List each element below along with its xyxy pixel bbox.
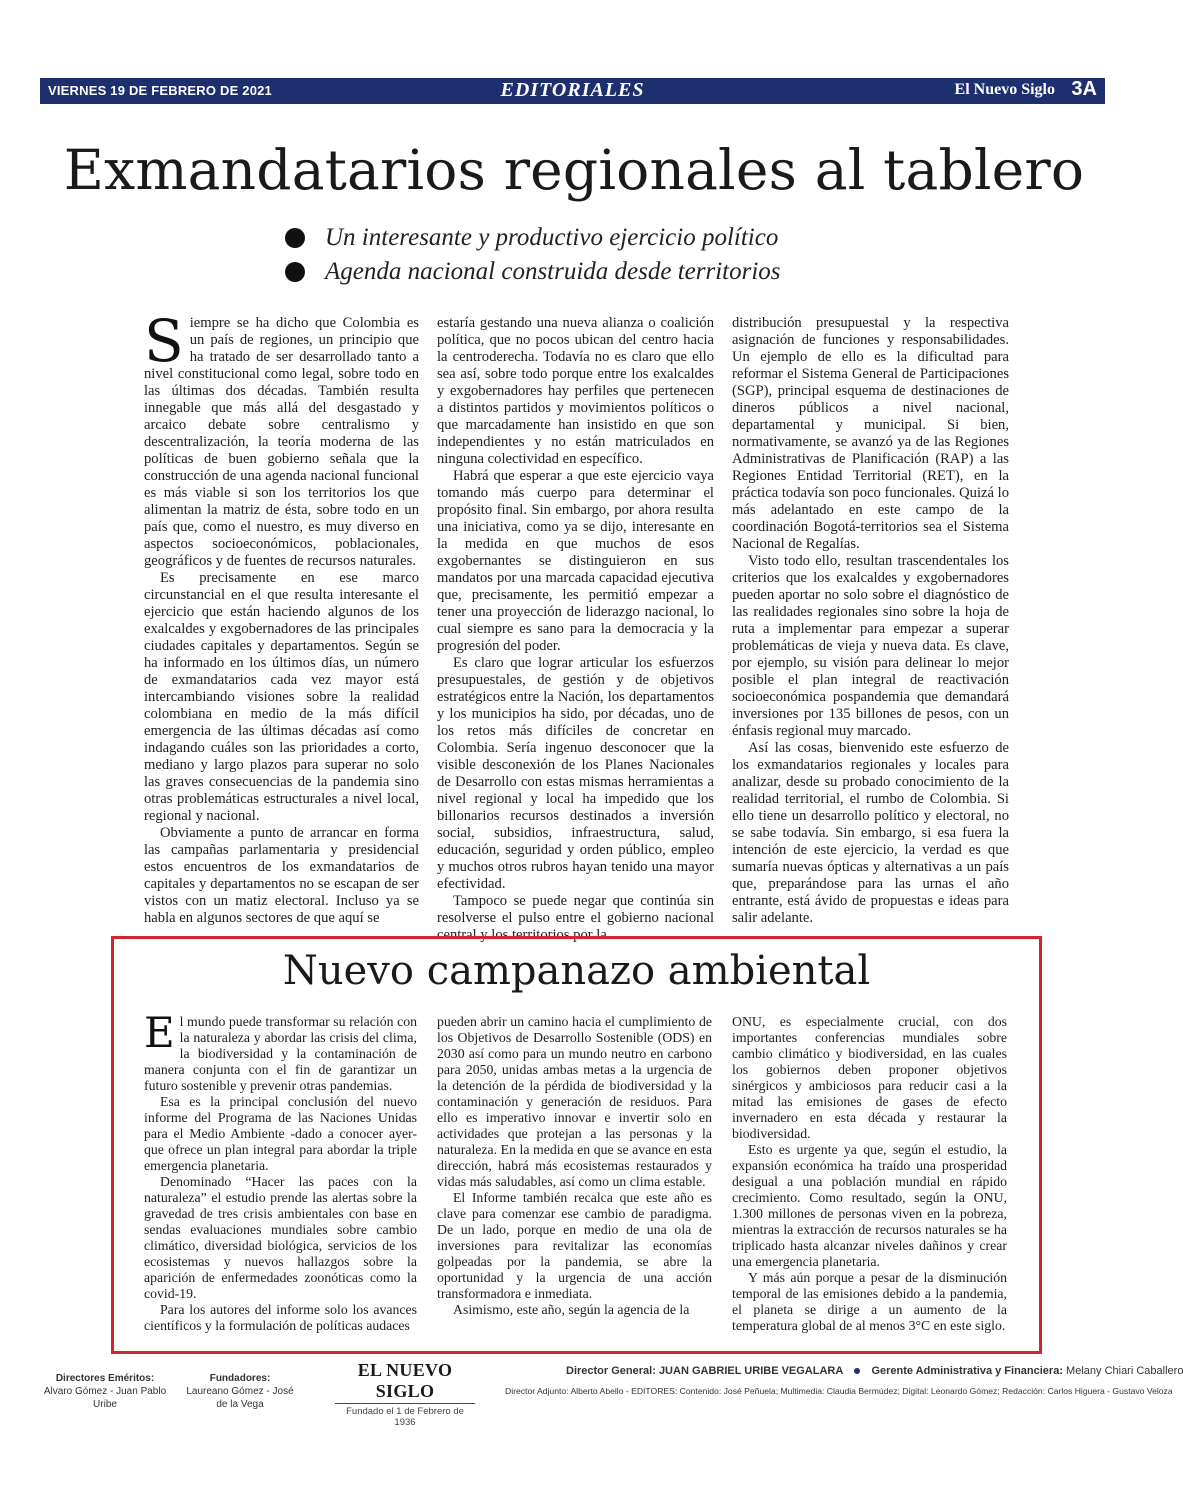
paragraph: ONU, es especialmente crucial, con dos importantes conferencias mundiales sobre cambio climático y biodiversidad, en las cuales los gobiernos deben proponer objetivos sinérgicos y ambiciosos para reducir casi a la mitad las emisiones de gases de efecto invernadero en esta década y restaurar la biodiversidad.: [732, 1014, 1007, 1141]
drop-cap: S: [144, 307, 184, 375]
paragraph: Así las cosas, bienvenido este esfuerzo de los exmandatarios regionales y locales para analizar, desde su probado conocimiento de la realidad territorial, el rumbo de Colombia. Si ello tiene un desarrollo político y electoral, no se sabe todavía. Sin embargo, si esa fuera la intención de este ejercicio, la verdad es que sumaría nuevas ópticas y alternativas a un país que, preparándose para las urnas el año entrante, está ávido de propuestas e ideas para salir adelante.: [732, 740, 1009, 926]
newspaper-brand: El Nuevo Siglo: [954, 81, 1055, 98]
masthead-footer: [0, 1360, 1183, 1428]
separator-dot-icon: [854, 1368, 860, 1374]
newspaper-logo: [335, 1360, 475, 1428]
paragraph: Esto es urgente ya que, según el estudio, la expansión económica ha traído una prosperidad desigual a una población mundial en rápido crecimiento. Como resultado, según la ONU, 1.300 millones de personas viven en la pobreza, mientras la extracción de recursos naturales se ha triplicado hasta alcanzar niveles dañinos y crear una emergencia planetaria.: [732, 1142, 1007, 1269]
subheadline-item: [285, 221, 905, 255]
issue-date: VIERNES 19 DE FEBRERO DE 2021: [48, 83, 272, 98]
bullet-icon: [285, 228, 305, 248]
founders-names: Laureano Gómez - José de la Vega: [186, 1386, 294, 1410]
staff-line-bottom: Director Adjunto: Alberto Abello - EDITORES: Contenido: José Peñuela; Multimedia: Claudia Bermúdez; Digital: Leonardo Gómez; Redacción: Carlos Higuera - Gustavo Veloza: [505, 1386, 1173, 1396]
editorial-headline-2: Nuevo campanazo ambiental: [282, 948, 871, 994]
founded-date: Fundado el 1 de Febrero de 1936: [346, 1406, 464, 1428]
paragraph: Es claro que lograr articular los esfuerzos presupuestales, de gestión y de objetivos estratégicos entre la Nación, los departamentos y los municipios ha sido, por décadas, uno de los retos más difíciles de concretar en Colombia. Sería ingenuo desconocer que la visible desconexión de los Planes Nacionales de Desarrollo con estas mismas herramientas a nivel regional y local ha impedido que los billonarios recursos destinados a inversión social, subsidios, infraestructura, salud, educación, seguridad y orden público, empleo y muchos otros rubros hayan tenido una mayor efectividad.: [437, 655, 714, 892]
paragraph: pueden abrir un camino hacia el cumplimiento de los Objetivos de Desarrollo Sostenible (ODS) en 2030 así como para un mundo neutro en carbono para 2050, unidas ambas metas a la urgencia de la detención de la pérdida de biodiversidad y la contaminación y generación de residuos. Para ello es imperativo innovar e invertir solo en actividades que protejan a las personas y la naturaleza. En la medida en que se avance en esta dirección, habrá más ecosistemas restaurados y vidas más saludables, así como un clima estable.: [437, 1014, 712, 1189]
paragraph: Denominado “Hacer las paces con la naturaleza” el estudio prende las alertas sobre la gravedad de tres crisis ambientales con base en sendas evaluaciones mundiales sobre cambio climático, diversidad biológica, servicios de los ecosistemas y nuevos hallazgos sobre la aparición de enfermedades zoonóticas como la covid-19.: [144, 1174, 417, 1301]
page-header-bar: [40, 78, 1105, 104]
founders-block: [185, 1372, 295, 1411]
editorial2-column-3: [732, 1014, 1007, 1334]
logo-text: EL NUEVO SIGLO: [357, 1360, 453, 1401]
manager-label: Gerente Administrativa y Financiera:: [871, 1365, 1063, 1377]
bullet-icon: [285, 262, 305, 282]
section-title: EDITORIALES: [500, 79, 645, 101]
paragraph: Habrá que esperar a que este ejercicio vaya tomando más cuerpo para determinar el propósito final. Sin embargo, por ahora resulta una iniciativa, como ya se dijo, interesante en la medida en que muchos de esos exgobernantes se distinguieron en sus mandatos por una marcada capacidad ejecutiva que, precisamente, les permitió empezar a tener una proyección de liderazgo nacional, lo cual siempre es sano para la democracia y la progresión del poder.: [437, 468, 714, 654]
staff-line-top: [566, 1365, 1183, 1377]
manager-name: Melany Chiari Caballero: [1066, 1365, 1183, 1377]
editorial2-column-2: [437, 1014, 712, 1318]
paragraph: Obviamente a punto de arrancar en forma las campañas parlamentaria y presidencial estos encuentros de los exmandatarios de capitales y departamentos no se escapan de ser vistos con un matiz electoral. Incluso ya se habla en algunos sectores de que aquí se: [144, 825, 419, 926]
paragraph: distribución presupuestal y la respectiva asignación de funciones y responsabilidades. Un ejemplo de ello es la dificultad para reformar el Sistema General de Participaciones (SGP), principal esquema de destinaciones de dineros públicos a nivel nacional, departamental y municipal. Si bien, normativamente, se avanzó ya de las Regiones Administrativas de Planificación (RAP) a las Regiones Entidad Territorial (RET), en la práctica todavía son poco funcionales. Quizá lo más adelantado en este campo de la coordinación Bogotá-territorios sea el Sistema Nacional de Regalías.: [732, 315, 1009, 552]
directors-block: [40, 1372, 170, 1411]
paragraph-text: iempre se ha dicho que Colombia es un país de regiones, un principio que ha tratado de ser desarrollado tanto a nivel constitucional como legal, sobre todo en las últimas dos décadas. También resulta innegable que más allá del desgastado y arcaico debate sobre centralismo y descentralización, la teoría moderna de las políticas de buen gobierno señala que la construcción de una agenda nacional funcional es más viable si son los territorios los que alimentan la matriz de ésta, sobre todo en un país que, como el nuestro, es muy diverso en aspectos socioeconómicos, poblacionales, geográficos y de fuentes de recursos naturales.: [144, 315, 419, 569]
paragraph: [144, 1008, 417, 1094]
logo-divider: [335, 1403, 475, 1404]
page-number: 3A: [1071, 78, 1097, 100]
editorial-column-3: [732, 315, 1009, 927]
paragraph: Es precisamente en ese marco circunstancial en el que resulta interesante el ejercicio que están haciendo algunos de los exalcaldes y exgobernadores de las principales ciudades capitales y departamentos. Según se ha informado en los últimos días, un número de exmandatarios cada vez mayor está intercambiando visiones sobre la realidad colombiana en medio de la más difícil emergencia de las últimas décadas así como indagando cuáles son las prioridades a corto, mediano y largo plazos para superar no solo las graves consecuencias de la pandemia sino otras problemáticas estructurales a nivel local, regional y nacional.: [144, 570, 419, 824]
subheadline-item: [285, 255, 905, 289]
paragraph: Asimismo, este año, según la agencia de la: [453, 1302, 690, 1317]
paragraph: Visto todo ello, resultan trascendentales los criterios que los exalcaldes y exgobernadores pueden aportar no solo sobre el diagnóstico de las realidades regionales sino sobre la hoja de ruta a implementar para empezar a superar problemáticas de vieja y nueva data. Es clave, por ejemplo, su visión para delinear lo mejor posible el plan integral de reactivación socioeconómica pospandemia que demandará inversiones por 135 billones de pesos, con un énfasis regional muy marcado.: [732, 553, 1009, 739]
director-general-label: Director General:: [566, 1365, 656, 1377]
paragraph: Para los autores del informe solo los avances científicos y la formulación de políticas audaces: [144, 1302, 417, 1333]
paragraph: El Informe también recalca que este año es clave para comenzar ese cambio de paradigma. De un lado, porque en medio de una ola de inversiones para revitalizar las economías golpeadas por la pandemia, se abre la oportunidad y la urgencia de una acción transformadora e inmediata.: [437, 1190, 712, 1301]
drop-cap: E: [144, 1008, 175, 1057]
paragraph: estaría gestando una nueva alianza o coalición política, que no pocos ubican del centro hacia la centroderecha. Todavía no es claro que ello sea así, sobre todo porque entre los exalcaldes y exgobernadores hay perfiles que pertenecen a distintos partidos y movimientos políticos o que marcadamente han insistido en que son independientes y no están matriculados en ninguna colectividad en específico.: [437, 315, 714, 467]
subheadline-text: Un interesante y productivo ejercicio político: [325, 224, 779, 251]
director-general-name: JUAN GABRIEL URIBE VEGALARA: [658, 1365, 844, 1377]
paragraph: Tampoco se puede negar que continúa sin resolverse el pulso entre el gobierno nacional central y los territorios por la: [437, 893, 714, 943]
paragraph-text: l mundo puede transformar su relación con la naturaleza y abordar las crisis del clima, la biodiversidad y la contaminación de manera conjunta con el fin de garantizar un futuro sostenible y prevenir otras pandemias.: [144, 1014, 417, 1093]
paragraph: Y más aún porque a pesar de la disminución temporal de las emisiones debido a la pandemia, el planeta se dirige a un aumento de la temperatura global de al menos 3°C en este siglo.: [732, 1270, 1007, 1333]
editorial-column-2: [437, 315, 714, 944]
directors-names: Alvaro Gómez - Juan Pablo Uribe: [43, 1386, 167, 1410]
subheadline-list: [285, 221, 905, 289]
editorial-headline: Exmandatarios regionales al tablero: [63, 138, 1085, 202]
subheadline-text: Agenda nacional construida desde territorios: [325, 258, 781, 285]
founders-label: Fundadores:: [209, 1373, 271, 1384]
paragraph: [144, 307, 419, 570]
paragraph: Esa es la principal conclusión del nuevo informe del Programa de las Naciones Unidas para el Medio Ambiente -dado a conocer ayer- que ofrece un plan integral para abordar la triple emergencia planetaria.: [144, 1094, 417, 1173]
directors-label: Directores Eméritos:: [55, 1373, 155, 1384]
editorial-column-1: [144, 307, 419, 927]
editorial2-column-1: [144, 1008, 417, 1334]
